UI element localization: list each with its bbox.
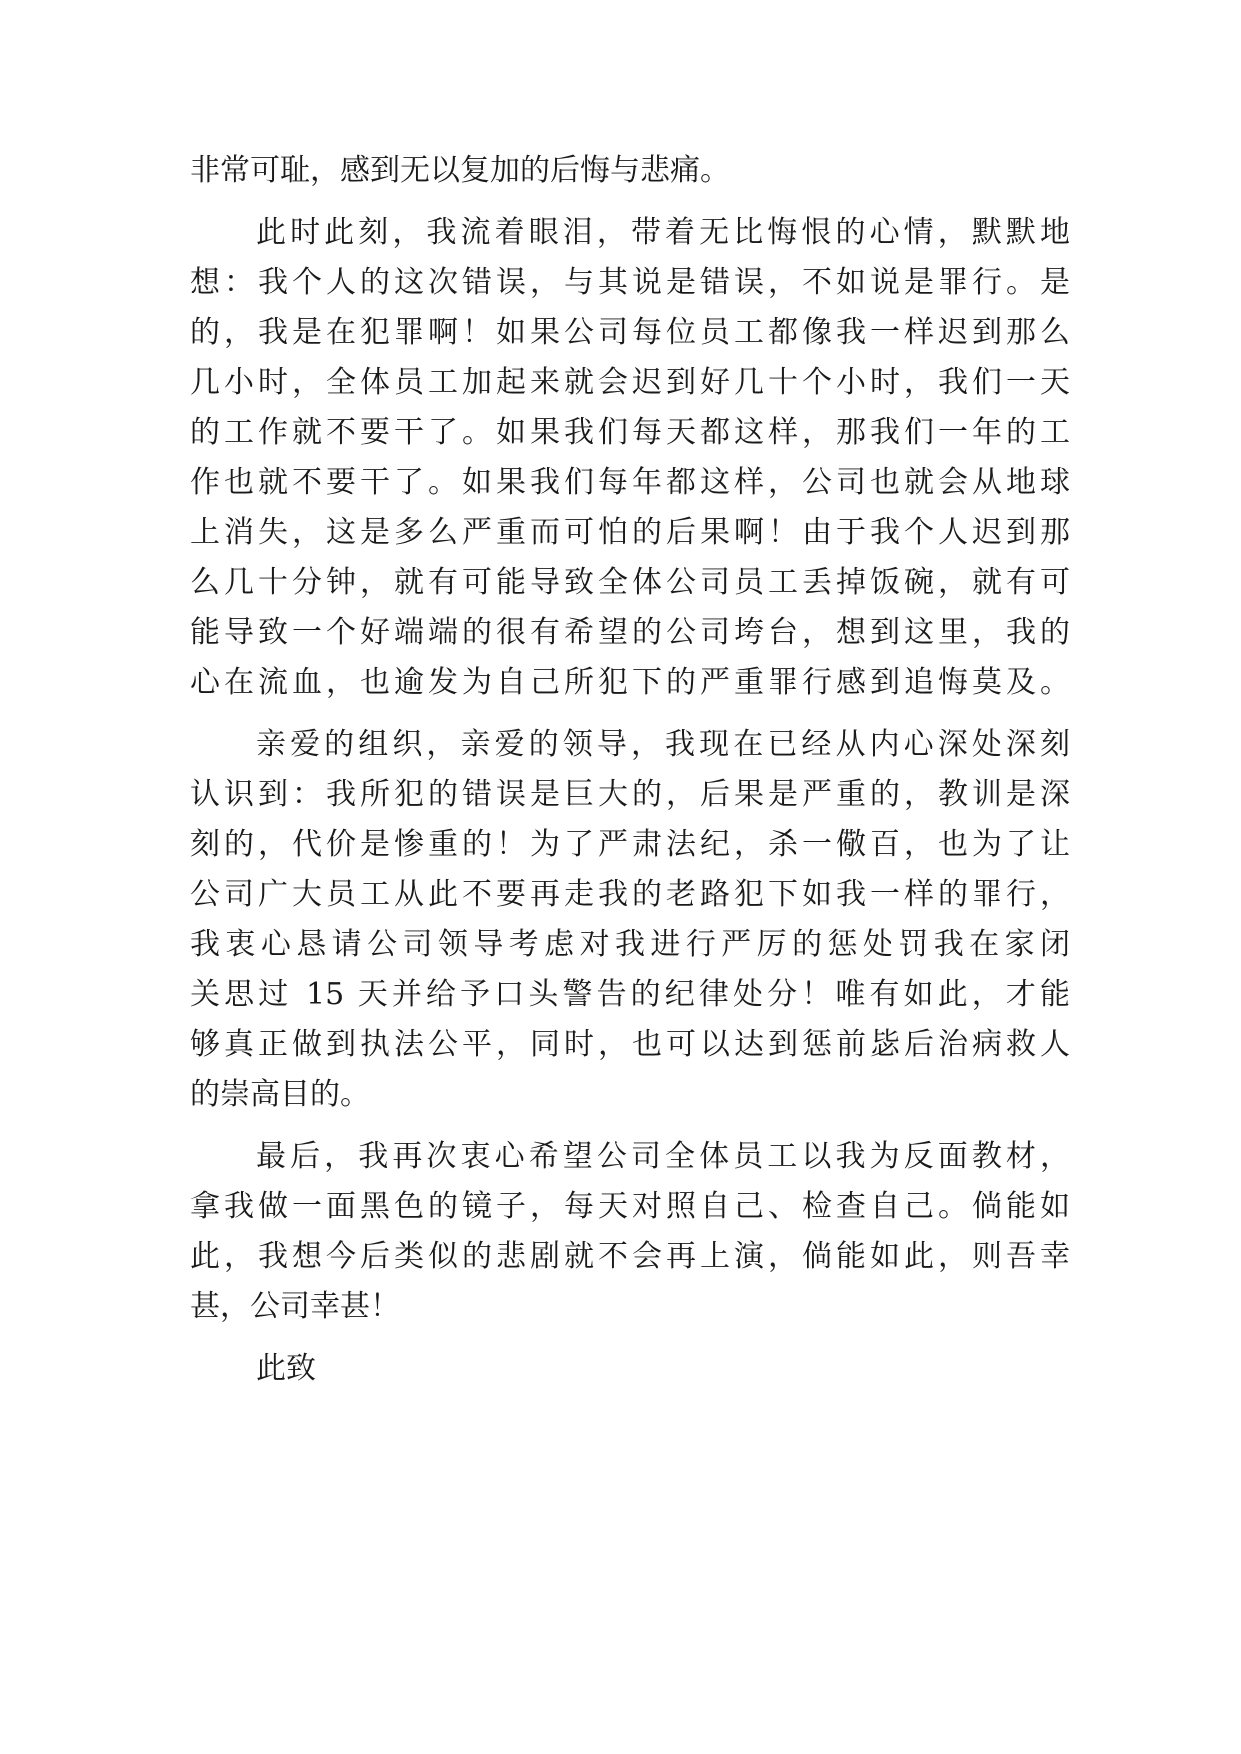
text-line: 够真正做到执法公平，同时，也可以达到惩前毖后治病救人 (190, 1027, 1070, 1062)
text-line: 关思过 15 天并给予口头警告的纪律处分！唯有如此，才能 (190, 977, 1070, 1012)
text-line: 心在流血，也逾发为自己所犯下的严重罪行感到追悔莫及。 (190, 665, 1070, 700)
text-line: 我衷心恳请公司领导考虑对我进行严厉的惩处罚我在家闭 (190, 927, 1070, 962)
paragraph-first-line: 亲爱的组织，亲爱的领导，我现在已经从内心深处深刻 (256, 727, 1070, 762)
text-line: 非常可耻，感到无以复加的后悔与悲痛。 (190, 153, 730, 188)
text-line: 的工作就不要干了。如果我们每天都这样，那我们一年的工 (190, 415, 1070, 450)
text-line: 几小时，全体员工加起来就会迟到好几十个小时，我们一天 (190, 365, 1070, 400)
paragraph-first-line: 此时此刻，我流着眼泪，带着无比悔恨的心情，默默地 (256, 215, 1070, 250)
text-line: 么几十分钟，就有可能导致全体公司员工丢掉饭碗，就有可 (190, 565, 1070, 600)
text-line: 上消失，这是多么严重而可怕的后果啊！由于我个人迟到那 (190, 515, 1070, 550)
text-line: 想：我个人的这次错误，与其说是错误，不如说是罪行。是 (190, 265, 1070, 300)
text-line: 拿我做一面黑色的镜子，每天对照自己、检查自己。倘能如 (190, 1189, 1070, 1224)
salutation: 此致 (256, 1351, 316, 1386)
text-line: 认识到：我所犯的错误是巨大的，后果是严重的，教训是深 (190, 777, 1070, 812)
text-line: 甚，公司幸甚！ (190, 1289, 400, 1324)
text-line: 的，我是在犯罪啊！如果公司每位员工都像我一样迟到那么 (190, 315, 1070, 350)
paragraph-first-line: 最后，我再次衷心希望公司全体员工以我为反面教材， (256, 1139, 1070, 1174)
text-line: 公司广大员工从此不要再走我的老路犯下如我一样的罪行， (190, 877, 1070, 912)
text-line: 的崇高目的。 (190, 1077, 370, 1112)
text-line: 作也就不要干了。如果我们每年都这样，公司也就会从地球 (190, 465, 1070, 500)
text-line: 此，我想今后类似的悲剧就不会再上演，倘能如此，则吾幸 (190, 1239, 1070, 1274)
text-line: 刻的，代价是惨重的！为了严肃法纪，杀一儆百，也为了让 (190, 827, 1070, 862)
text-line: 能导致一个好端端的很有希望的公司垮台，想到这里，我的 (190, 615, 1070, 650)
